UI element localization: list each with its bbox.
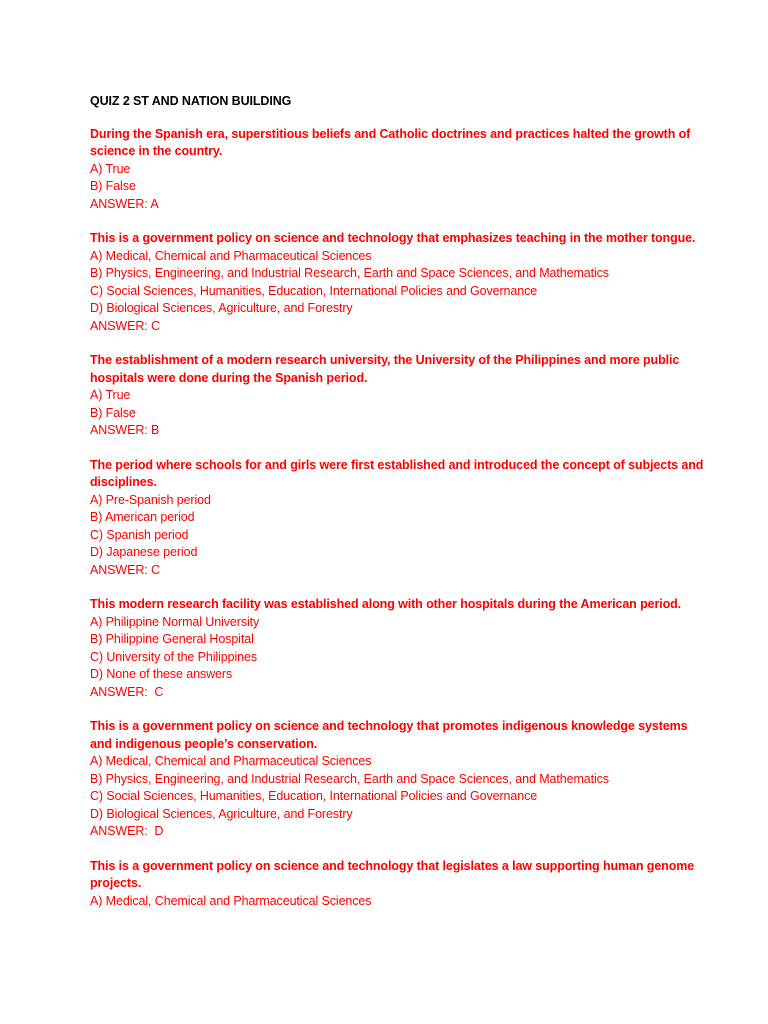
question-4 [90,457,710,580]
document-page [90,93,710,927]
option-b: B) False [90,179,136,193]
option-c: C) University of the Philippines [90,649,258,664]
question-2 [90,230,710,335]
option-a: A) Medical, Chemical and Pharmaceutical Sciences [90,893,372,908]
question-text: This is a government policy on science and technology that emphasizes teaching in the mother tongue. [90,231,696,245]
option-c: C) Social Sciences, Humanities, Education, International Policies and Governance [90,283,538,298]
option-c: C) Social Sciences, Humanities, Education, International Policies and Governance [90,789,538,803]
option-d: D) Biological Sciences, Agriculture, and Forestry [90,806,353,821]
option-b: B) American period [90,510,195,524]
question-text: This is a government policy on science and technology that promotes indigenous knowledge systems and indigenous people’s conservation. [90,719,688,751]
document-title: QUIZ 2 ST AND NATION BUILDING [90,94,292,108]
option-b: B) Philippine General Hospital [90,632,254,646]
question-1 [90,126,710,214]
question-text: The establishment of a modern research university, the University of the Philippines and more public hospitals were done during the Spanish period. [90,353,680,385]
option-a: A) Pre-Spanish period [90,492,211,507]
question-7 [90,858,710,911]
answer-line: ANSWER: B [90,423,160,437]
answer-line: ANSWER: C [90,318,160,333]
option-a: A) True [90,161,131,176]
question-5 [90,596,710,701]
option-a: A) Medical, Chemical and Pharmaceutical Sciences [90,754,372,768]
question-text: This modern research facility was established along with other hospitals during the American period. [90,597,682,611]
question-text: This is a government policy on science and technology that legislates a law supporting human genome projects. [90,858,695,890]
answer-line: ANSWER: D [90,824,164,838]
option-d: D) None of these answers [90,667,233,681]
question-6 [90,718,710,841]
option-a: A) Medical, Chemical and Pharmaceutical Sciences [90,248,372,263]
answer-line: ANSWER: C [90,562,160,577]
question-text: During the Spanish era, superstitious beliefs and Catholic doctrines and practices halted the growth of science in the country. [90,126,691,158]
option-b: B) False [90,405,136,420]
question-text: The period where schools for and girls were first established and introduced the concept of subjects and disciplines. [90,457,704,489]
answer-line: ANSWER: C [90,684,164,699]
answer-line: ANSWER: A [90,196,159,211]
option-a: A) True [90,388,131,402]
option-b: B) Physics, Engineering, and Industrial Research, Earth and Space Sciences, and Mathematics [90,266,609,280]
question-3 [90,352,710,440]
option-d: D) Biological Sciences, Agriculture, and Forestry [90,301,353,315]
option-c: C) Spanish period [90,527,189,542]
option-a: A) Philippine Normal University [90,614,260,629]
option-d: D) Japanese period [90,545,198,559]
option-b: B) Physics, Engineering, and Industrial Research, Earth and Space Sciences, and Mathematics [90,771,609,786]
